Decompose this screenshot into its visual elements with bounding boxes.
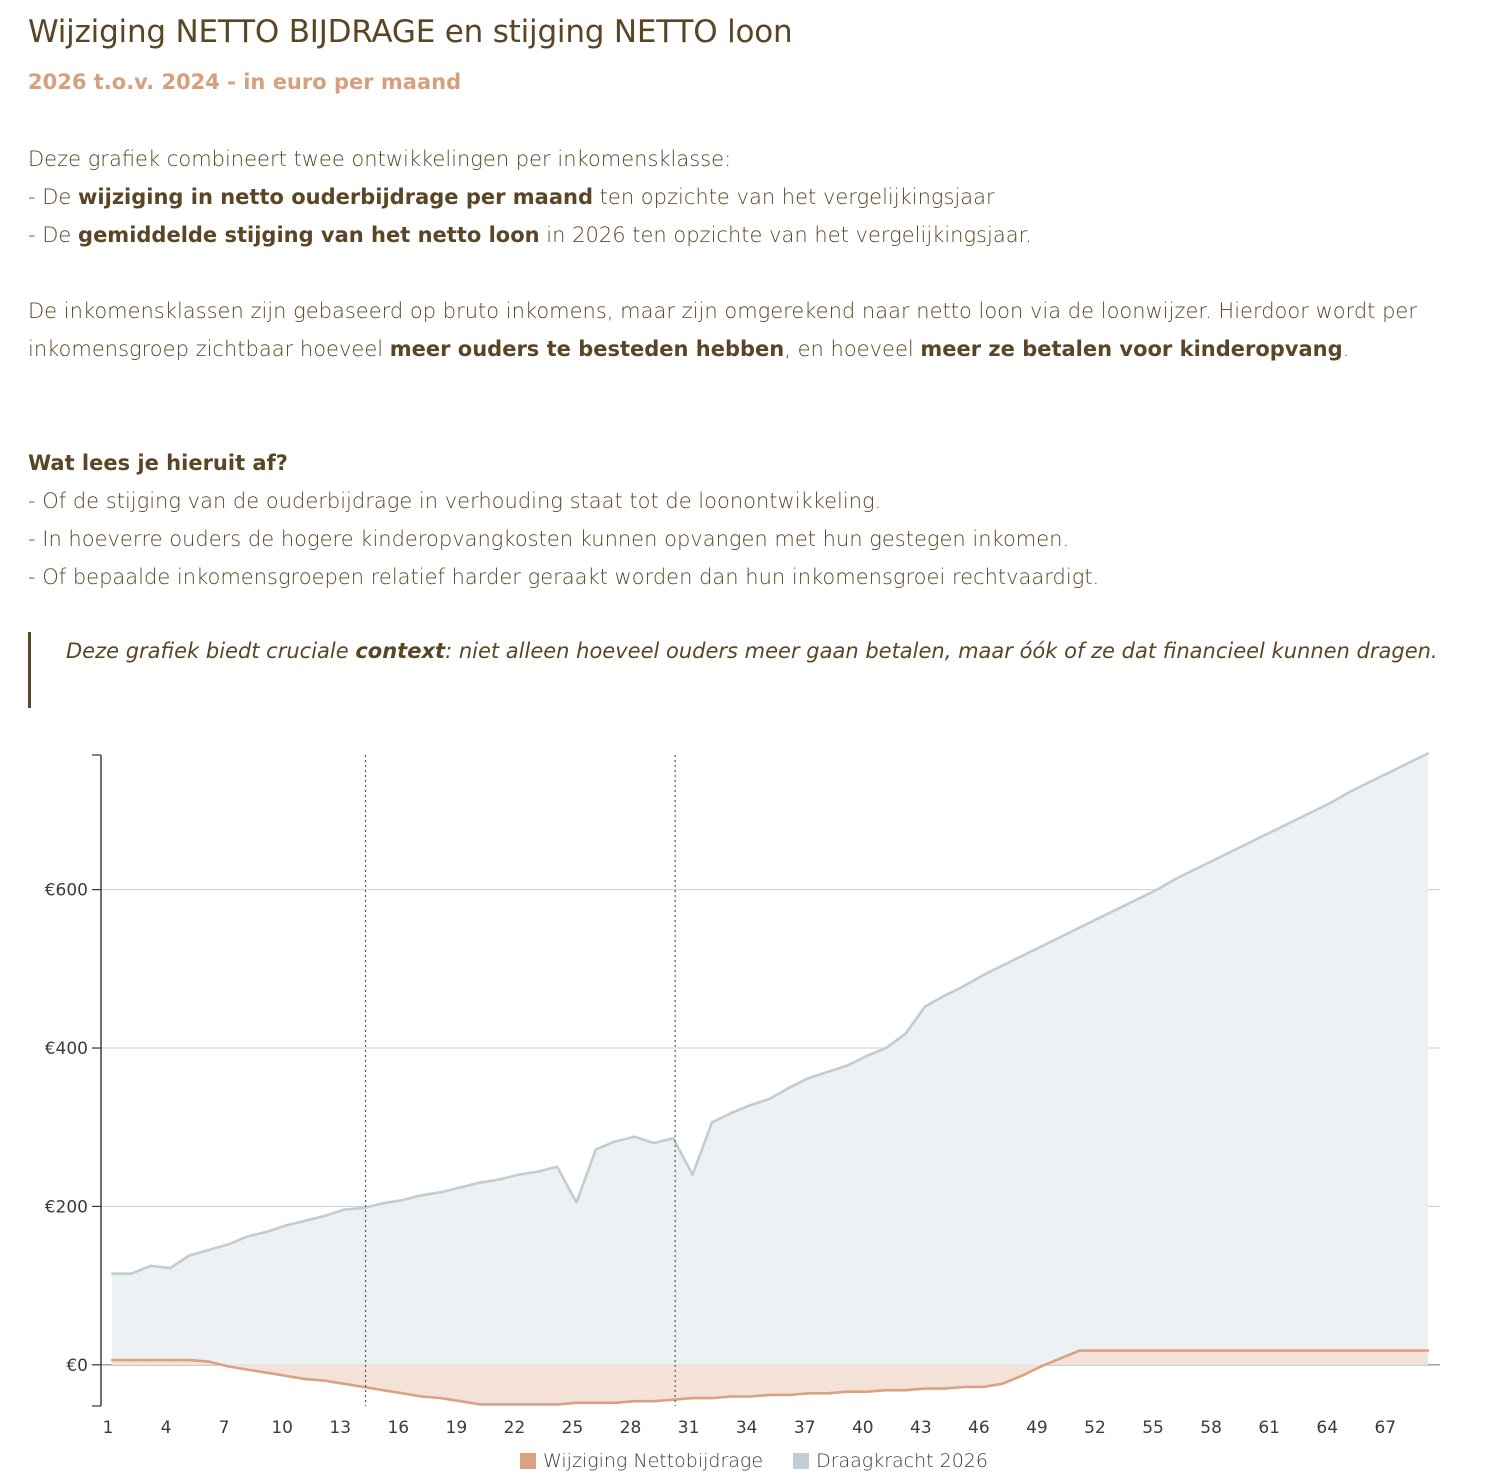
data-point-draagkracht	[672, 1137, 674, 1139]
data-point-nettobijdrage	[1407, 1349, 1409, 1351]
data-point-draagkracht	[749, 1104, 751, 1106]
data-point-nettobijdrage	[1272, 1349, 1274, 1351]
explanation-text-b: , en hoeveel	[784, 337, 921, 361]
data-point-nettobijdrage	[498, 1403, 500, 1405]
data-point-nettobijdrage	[420, 1395, 422, 1397]
data-point-draagkracht	[420, 1194, 422, 1196]
data-point-draagkracht	[691, 1174, 693, 1176]
data-point-nettobijdrage	[924, 1387, 926, 1389]
data-point-draagkracht	[517, 1174, 519, 1176]
explanation-paragraph	[28, 292, 1453, 368]
data-point-nettobijdrage	[1311, 1349, 1313, 1351]
x-tick-label: 13	[329, 1418, 352, 1438]
data-point-draagkracht	[362, 1207, 364, 1209]
data-point-draagkracht	[924, 1006, 926, 1008]
data-point-draagkracht	[595, 1148, 597, 1150]
data-point-nettobijdrage	[711, 1397, 713, 1399]
data-point-draagkracht	[246, 1235, 248, 1237]
data-point-nettobijdrage	[1020, 1375, 1022, 1377]
data-point-draagkracht	[498, 1178, 500, 1180]
x-tick-label: 67	[1374, 1418, 1397, 1438]
x-tick-label: 49	[1026, 1418, 1048, 1438]
data-point-nettobijdrage	[653, 1400, 655, 1402]
legend-swatch-nettobijdrage	[520, 1453, 536, 1469]
intro-line-1	[28, 178, 1468, 216]
data-point-nettobijdrage	[982, 1386, 984, 1388]
data-point-nettobijdrage	[827, 1392, 829, 1394]
data-point-draagkracht	[653, 1142, 655, 1144]
data-point-draagkracht	[266, 1231, 268, 1233]
data-point-nettobijdrage	[595, 1402, 597, 1404]
data-point-draagkracht	[1137, 898, 1139, 900]
data-point-nettobijdrage	[1137, 1349, 1139, 1351]
data-point-draagkracht	[633, 1136, 635, 1138]
intro-line-1-emphasis: wijziging in netto ouderbijdrage per maand	[78, 185, 593, 209]
data-point-nettobijdrage	[943, 1387, 945, 1389]
data-point-nettobijdrage	[150, 1359, 152, 1361]
data-point-draagkracht	[150, 1265, 152, 1267]
legend-label-draagkracht: Draagkracht 2026	[816, 1450, 988, 1472]
data-point-draagkracht	[188, 1254, 190, 1256]
intro-line-1-prefix: - De	[28, 185, 79, 209]
data-point-draagkracht	[1388, 771, 1390, 773]
explanation-emphasis-b: meer ze betalen voor kinderopvang	[920, 337, 1343, 361]
data-point-nettobijdrage	[866, 1391, 868, 1393]
data-point-draagkracht	[111, 1273, 113, 1275]
data-point-draagkracht	[556, 1166, 558, 1168]
data-point-draagkracht	[885, 1047, 887, 1049]
data-point-nettobijdrage	[1156, 1349, 1158, 1351]
data-point-draagkracht	[1078, 926, 1080, 928]
data-point-nettobijdrage	[130, 1359, 132, 1361]
data-point-nettobijdrage	[440, 1397, 442, 1399]
data-point-nettobijdrage	[788, 1394, 790, 1396]
data-point-draagkracht	[169, 1267, 171, 1269]
data-point-nettobijdrage	[691, 1397, 693, 1399]
income-chart	[0, 740, 1480, 1445]
data-point-draagkracht	[575, 1201, 577, 1203]
reading-item-3: - Of bepaalde inkomensgroepen relatief harder geraakt worden dan hun inkomensgroei rechtvaardigt.	[28, 565, 1100, 589]
data-point-nettobijdrage	[304, 1378, 306, 1380]
reading-item-1: - Of de stijging van de ouderbijdrage in verhouding staat tot de loonontwikkeling.	[28, 489, 882, 513]
data-point-draagkracht	[1407, 762, 1409, 764]
data-point-nettobijdrage	[1330, 1349, 1332, 1351]
intro-line-2-suffix: in 2026 ten opzichte van het vergelijkingsjaar.	[539, 223, 1032, 247]
data-point-draagkracht	[788, 1086, 790, 1088]
data-point-draagkracht	[1330, 801, 1332, 803]
legend-item-nettobijdrage[interactable]	[520, 1450, 763, 1472]
series-area-draagkracht	[112, 753, 1428, 1364]
data-point-draagkracht	[1233, 849, 1235, 851]
data-point-draagkracht	[711, 1121, 713, 1123]
x-tick-label: 46	[968, 1418, 990, 1438]
data-point-nettobijdrage	[382, 1389, 384, 1391]
data-point-nettobijdrage	[1388, 1349, 1390, 1351]
data-point-nettobijdrage	[962, 1386, 964, 1388]
data-point-nettobijdrage	[846, 1391, 848, 1393]
data-point-draagkracht	[1040, 945, 1042, 947]
x-tick-label: 1	[102, 1418, 114, 1438]
x-tick-label: 55	[1142, 1418, 1164, 1438]
x-tick-label: 7	[218, 1418, 230, 1438]
explanation-emphasis-a: meer ouders te besteden hebben	[389, 337, 785, 361]
quote-emphasis: context	[355, 639, 446, 663]
data-point-draagkracht	[227, 1243, 229, 1245]
data-point-draagkracht	[808, 1077, 810, 1079]
data-point-nettobijdrage	[188, 1359, 190, 1361]
data-point-nettobijdrage	[749, 1395, 751, 1397]
data-point-draagkracht	[904, 1033, 906, 1035]
data-point-nettobijdrage	[517, 1403, 519, 1405]
intro-paragraph	[28, 140, 1468, 254]
data-point-draagkracht	[208, 1249, 210, 1251]
data-point-nettobijdrage	[266, 1372, 268, 1374]
data-point-draagkracht	[304, 1219, 306, 1221]
quote-text-pre: Deze grafiek biedt cruciale	[66, 639, 356, 663]
x-tick-label: 10	[271, 1418, 293, 1438]
y-tick-label: €600	[44, 880, 88, 901]
data-point-draagkracht	[827, 1071, 829, 1073]
x-tick-label: 43	[910, 1418, 932, 1438]
data-point-nettobijdrage	[1040, 1365, 1042, 1367]
data-point-draagkracht	[1272, 830, 1274, 832]
x-tick-label: 37	[793, 1418, 816, 1438]
legend-label-nettobijdrage: Wijziging Nettobijdrage	[543, 1450, 764, 1472]
data-point-nettobijdrage	[537, 1403, 539, 1405]
data-point-nettobijdrage	[1001, 1383, 1003, 1385]
reading-heading-text: Wat lees je hieruit af?	[28, 451, 288, 475]
data-point-draagkracht	[1195, 868, 1197, 870]
data-point-nettobijdrage	[633, 1400, 635, 1402]
data-point-nettobijdrage	[1349, 1349, 1351, 1351]
data-point-draagkracht	[1427, 752, 1429, 754]
data-point-draagkracht	[1311, 811, 1313, 813]
x-tick-label: 31	[677, 1418, 700, 1438]
data-point-nettobijdrage	[808, 1392, 810, 1394]
x-tick-label: 34	[735, 1418, 758, 1438]
x-tick-label: 4	[160, 1418, 172, 1438]
data-point-nettobijdrage	[479, 1403, 481, 1405]
data-point-draagkracht	[382, 1202, 384, 1204]
data-point-nettobijdrage	[343, 1383, 345, 1385]
data-point-nettobijdrage	[904, 1389, 906, 1391]
data-point-nettobijdrage	[1214, 1349, 1216, 1351]
intro-lead: Deze grafiek combineert twee ontwikkelingen per inkomensklasse:	[28, 147, 732, 171]
y-tick-label: €0	[66, 1355, 88, 1376]
data-point-nettobijdrage	[459, 1400, 461, 1402]
data-point-nettobijdrage	[111, 1359, 113, 1361]
data-point-draagkracht	[440, 1191, 442, 1193]
data-point-draagkracht	[769, 1098, 771, 1100]
data-point-nettobijdrage	[1233, 1349, 1235, 1351]
data-point-draagkracht	[324, 1215, 326, 1217]
data-point-nettobijdrage	[1253, 1349, 1255, 1351]
data-point-nettobijdrage	[285, 1375, 287, 1377]
data-point-nettobijdrage	[1291, 1349, 1293, 1351]
x-tick-label: 16	[387, 1418, 410, 1438]
x-tick-label: 64	[1316, 1418, 1339, 1438]
data-point-nettobijdrage	[227, 1365, 229, 1367]
data-point-nettobijdrage	[885, 1389, 887, 1391]
data-point-nettobijdrage	[1098, 1349, 1100, 1351]
x-tick-label: 19	[445, 1418, 468, 1438]
data-point-draagkracht	[1059, 936, 1061, 938]
data-point-draagkracht	[943, 995, 945, 997]
chart-legend	[0, 1450, 1508, 1474]
data-point-draagkracht	[846, 1064, 848, 1066]
data-point-draagkracht	[1098, 917, 1100, 919]
data-point-nettobijdrage	[362, 1386, 364, 1388]
legend-item-draagkracht[interactable]	[793, 1450, 988, 1472]
intro-line-2	[28, 216, 1468, 254]
x-tick-label: 25	[561, 1418, 584, 1438]
x-tick-label: 28	[619, 1418, 642, 1438]
data-point-draagkracht	[1214, 858, 1216, 860]
page-title: Wijziging NETTO BIJDRAGE en stijging NETTO loon	[28, 14, 793, 50]
data-point-draagkracht	[459, 1186, 461, 1188]
data-point-nettobijdrage	[1059, 1357, 1061, 1359]
data-point-nettobijdrage	[1195, 1349, 1197, 1351]
data-point-draagkracht	[401, 1199, 403, 1201]
data-point-draagkracht	[1175, 877, 1177, 879]
data-point-nettobijdrage	[672, 1398, 674, 1400]
data-point-nettobijdrage	[1175, 1349, 1177, 1351]
data-point-draagkracht	[982, 974, 984, 976]
data-point-draagkracht	[730, 1112, 732, 1114]
x-tick-label: 52	[1084, 1418, 1106, 1438]
y-tick-label: €400	[44, 1039, 88, 1060]
data-point-nettobijdrage	[1369, 1349, 1371, 1351]
data-point-nettobijdrage	[1427, 1349, 1429, 1351]
data-point-draagkracht	[614, 1140, 616, 1142]
data-point-nettobijdrage	[1117, 1349, 1119, 1351]
data-point-draagkracht	[866, 1055, 868, 1057]
data-point-nettobijdrage	[575, 1402, 577, 1404]
explanation-text-c: .	[1342, 337, 1350, 361]
data-point-nettobijdrage	[614, 1402, 616, 1404]
data-point-draagkracht	[1117, 907, 1119, 909]
y-tick-label: €200	[44, 1197, 88, 1218]
data-point-nettobijdrage	[401, 1392, 403, 1394]
data-point-draagkracht	[1291, 820, 1293, 822]
data-point-nettobijdrage	[730, 1395, 732, 1397]
data-point-draagkracht	[1001, 964, 1003, 966]
data-point-draagkracht	[1020, 955, 1022, 957]
data-point-nettobijdrage	[324, 1379, 326, 1381]
data-point-draagkracht	[130, 1273, 132, 1275]
reading-guide	[28, 444, 1468, 596]
data-point-draagkracht	[962, 985, 964, 987]
data-point-nettobijdrage	[208, 1360, 210, 1362]
data-point-draagkracht	[1253, 839, 1255, 841]
data-point-draagkracht	[1349, 790, 1351, 792]
x-tick-label: 40	[851, 1418, 874, 1438]
intro-line-1-suffix: ten opzichte van het vergelijkingsjaar	[592, 185, 995, 209]
x-tick-label: 22	[503, 1418, 526, 1438]
data-point-draagkracht	[479, 1181, 481, 1183]
data-point-nettobijdrage	[556, 1403, 558, 1405]
data-point-nettobijdrage	[769, 1394, 771, 1396]
data-point-draagkracht	[1369, 781, 1371, 783]
explanation-text-a: De inkomensklassen zijn gebaseerd op bruto inkomens, maar zijn omgerekend naar netto loon via de loonwijzer. Hierdoor wordt per inkomensgroep zichtbaar hoeveel	[28, 299, 1417, 361]
data-point-draagkracht	[343, 1208, 345, 1210]
data-point-nettobijdrage	[169, 1359, 171, 1361]
intro-line-2-emphasis: gemiddelde stijging van het netto loon	[78, 223, 540, 247]
intro-line-2-prefix: - De	[28, 223, 79, 247]
page-subtitle: 2026 t.o.v. 2024 - in euro per maand	[28, 70, 462, 94]
x-tick-label: 58	[1200, 1418, 1222, 1438]
data-point-nettobijdrage	[246, 1368, 248, 1370]
legend-swatch-draagkracht	[793, 1453, 809, 1469]
data-point-nettobijdrage	[1078, 1349, 1080, 1351]
context-quote	[28, 632, 1440, 708]
reading-heading	[28, 444, 1468, 482]
quote-text-post: : niet alleen hoeveel ouders meer gaan betalen, maar óók of ze dat financieel kunnen dragen.	[445, 639, 1438, 663]
data-point-draagkracht	[537, 1170, 539, 1172]
reading-item-2: - In hoeverre ouders de hogere kinderopvangkosten kunnen opvangen met hun gestegen inkomen.	[28, 527, 1070, 551]
data-point-draagkracht	[285, 1224, 287, 1226]
x-tick-label: 61	[1258, 1418, 1280, 1438]
data-point-draagkracht	[1156, 888, 1158, 890]
